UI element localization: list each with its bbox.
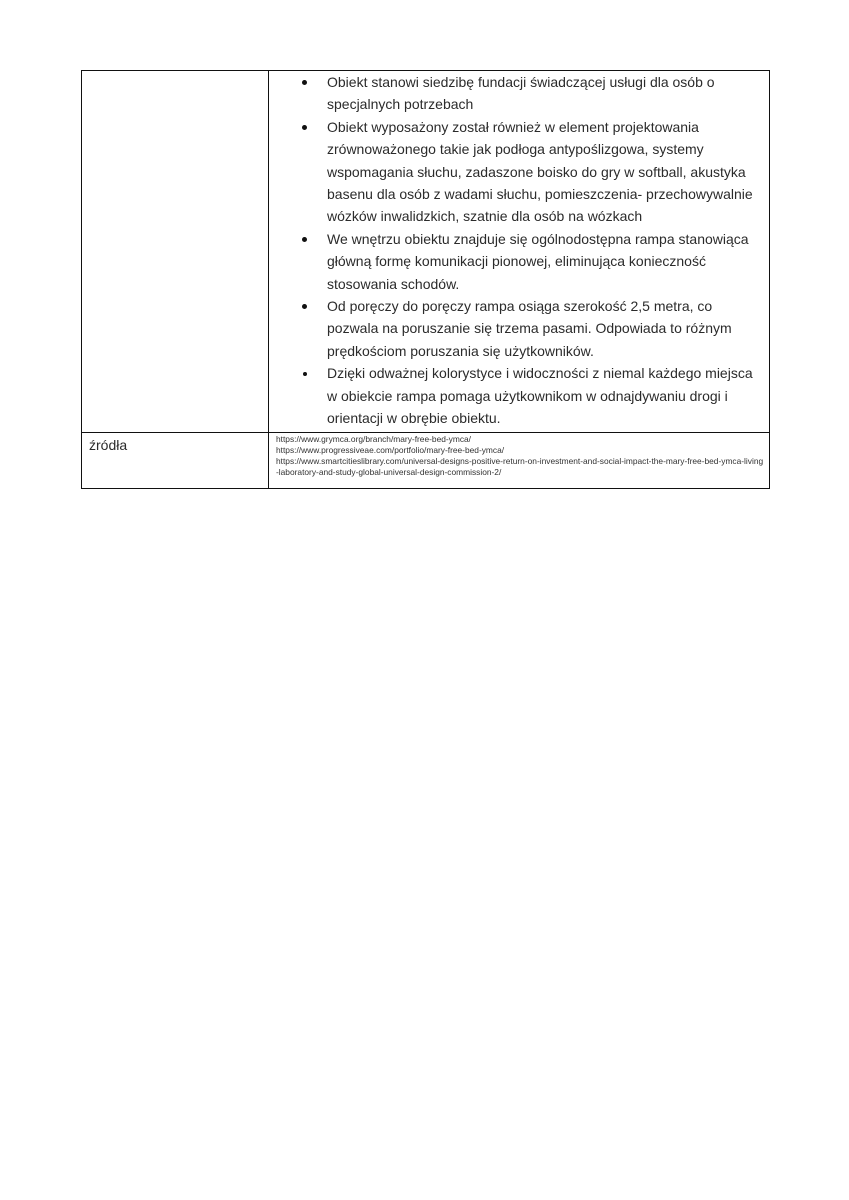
list-item — [269, 71, 769, 116]
bullet-list — [269, 71, 769, 432]
content-table — [81, 70, 770, 489]
list-item — [269, 295, 769, 362]
bullet-icon — [302, 80, 307, 85]
list-item — [269, 228, 769, 295]
list-item-text: Obiekt wyposażony został również w element projektowania zrównoważonego takie jak podłoga antypoślizgowa, systemy wspomagania słuchu, zadaszone boisko do gry w softball, akustyka basenu dla osób z wadami słuchu, pomieszczenia- przechowywalnie wózków inwalidzkich, szatnie dla osób na wózkach — [327, 118, 753, 225]
list-item-text: Dzięki odważnej kolorystyce i widoczności z niemal każdego miejsca w obiekcie rampa pomaga użytkownikom w odnajdywaniu drogi i orientacji w obrębie obiektu. — [327, 365, 753, 427]
bullet-icon — [302, 125, 307, 130]
sources-label: źródła — [89, 436, 128, 453]
list-item-text: Obiekt stanowi siedzibę fundacji świadczącej usługi dla osób o specjalnych potrzebach — [327, 74, 715, 113]
source-link[interactable]: https://www.smartcitieslibrary.com/universal-designs-positive-return-on-investment-and-social-impact-the-mary-free-bed-ymca-living-laboratory-and-study-global-universal-design-commission-2/ — [276, 456, 764, 478]
table-cell-sources — [269, 432, 770, 488]
source-link[interactable]: https://www.grymca.org/branch/mary-free-bed-ymca/ — [276, 433, 472, 444]
table-cell-bullets — [269, 71, 770, 433]
bullet-icon — [302, 237, 307, 242]
source-link[interactable]: https://www.progressiveae.com/portfolio/mary-free-bed-ymca/ — [276, 444, 505, 455]
table-cell-label — [82, 432, 269, 488]
bullet-icon — [302, 304, 307, 309]
list-item-text: Od poręczy do poręczy rampa osiąga szerokość 2,5 metra, co pozwala na poruszanie się trzema pasami. Odpowiada to różnym prędkościom poruszania się użytkowników. — [327, 298, 732, 359]
sources-list — [269, 433, 769, 482]
table-cell-label — [82, 71, 269, 433]
table-row-features — [82, 71, 770, 433]
table-row-sources — [82, 432, 770, 488]
list-item — [269, 116, 769, 228]
list-item — [269, 362, 769, 429]
bullet-icon — [303, 372, 307, 376]
list-item-text: We wnętrzu obiektu znajduje się ogólnodostępna rampa stanowiąca główną formę komunikacji pionowej, eliminująca konieczność stosowania schodów. — [327, 230, 749, 292]
